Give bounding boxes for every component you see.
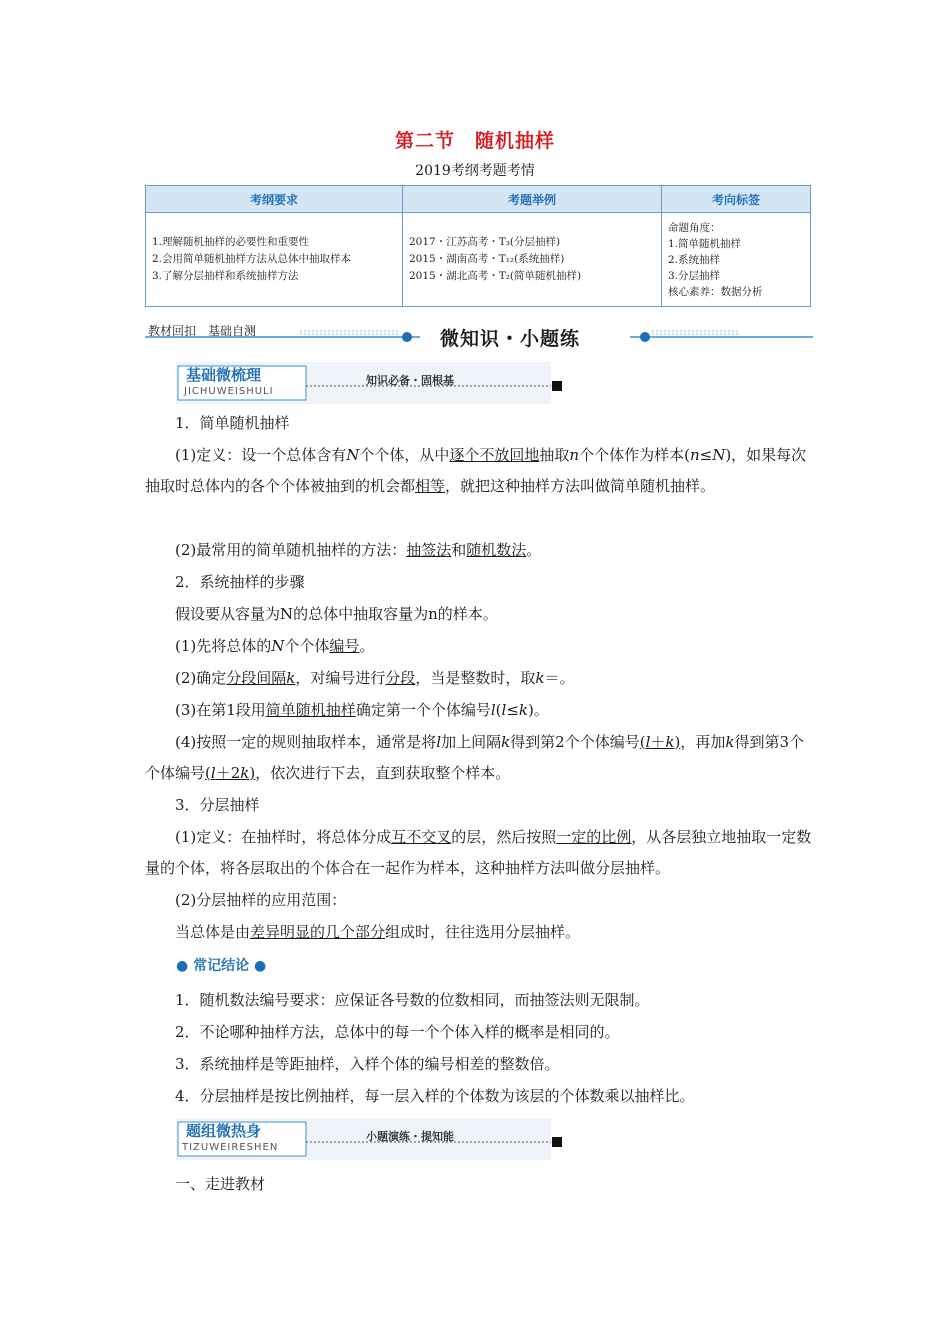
section-heading: 微知识・小题练	[440, 328, 581, 350]
table-cell-tags	[662, 213, 811, 307]
paragraph: (2)最常用的简单随机抽样的方法：抽签法和随机数法。	[175, 541, 542, 559]
banner-title: 基础微梳理	[186, 366, 262, 384]
banner-basics	[176, 362, 566, 404]
list-item: 3.分层抽样	[668, 269, 721, 282]
list-item: 命题角度：	[668, 221, 721, 234]
banner-warmup	[176, 1118, 566, 1160]
page-title: 第二节 随机抽样	[394, 130, 555, 152]
list-item: 1.理解随机抽样的必要性和重要性	[152, 236, 310, 248]
list-item: 2017・江苏高考・T₃(分层抽样)	[409, 236, 561, 248]
paragraph: 当总体是由差异明显的几个部分组成时，往往选用分层抽样。	[175, 923, 581, 941]
list-item: 核心素养：数据分析	[668, 285, 763, 298]
syllabus-table	[145, 185, 811, 307]
list-item: 2.会用简单随机抽样方法从总体中抽取样本	[152, 253, 352, 265]
paragraph: 假设要从容量为N的总体中抽取容量为n的样本。	[175, 605, 498, 623]
banner-tag: 知识必备・固根基	[366, 374, 454, 387]
section-final-heading: 一、走进教材	[175, 1175, 266, 1193]
list-item: 2.系统抽样	[668, 253, 721, 266]
paragraph: (2)确定分段间隔k，对编号进行分段，当是整数时，取k＝。	[175, 669, 575, 687]
paragraph: (1)定义：设一个总体含有N个个体，从中逐个不放回地抽取n个个体作为样本(n≤N)，如果每次抽取时总体内的各个个体被抽到的机会都相等，就把这种抽样方法叫做简单随机抽样。	[145, 446, 807, 495]
table-cell-examples	[403, 213, 662, 307]
list-item: 2015・湖北高考・T₂(简单随机抽样)	[409, 270, 582, 282]
paragraph: (1)先将总体的N个个体编号。	[175, 637, 375, 655]
list-item: 3．系统抽样是等距抽样，入样个体的编号相差的整数倍。	[175, 1055, 560, 1073]
banner-pinyin: JICHUWEISHULI	[184, 386, 274, 397]
page-subtitle: 2019考纲考题考情	[415, 163, 535, 179]
banner-tag: 小题演练・提知能	[366, 1130, 454, 1143]
list-item: 2．不论哪种抽样方法，总体中的每一个个体入样的概率是相同的。	[175, 1023, 620, 1041]
list-item: 1.简单随机抽样	[668, 237, 742, 250]
paragraph: (3)在第1段用简单随机抽样确定第一个个体编号l(l≤k)。	[175, 701, 549, 719]
heading-systematic: 2．系统抽样的步骤	[175, 573, 305, 591]
list-item: 3.了解分层抽样和系统抽样方法	[152, 270, 299, 282]
paragraph: (1)定义：在抽样时，将总体分成互不交叉的层，然后按照一定的比例，从各层独立地抽取一定数量的个体，将各层取出的个体合在一起作为样本，这种抽样方法叫做分层抽样。	[145, 828, 812, 877]
paragraph: (2)分层抽样的应用范围：	[175, 891, 347, 909]
list-item: 4．分层抽样是按比例抽样，每一层入样的个体数为该层的个体数乘以抽样比。	[175, 1087, 695, 1105]
list-item: 1．随机数法编号要求：应保证各号数的位数相同，而抽签法则无限制。	[175, 991, 650, 1009]
table-cell-requirements	[146, 213, 403, 307]
heading-simple-random: 1．简单随机抽样	[175, 414, 290, 432]
list-item: 2015・湖南高考・T₁₂(系统抽样)	[409, 253, 565, 265]
heading-stratified: 3．分层抽样	[175, 796, 260, 814]
table-header-tags: 考向标签	[662, 186, 811, 213]
table-header-examples: 考题举例	[403, 186, 662, 213]
section-label: 教材回扣 基础自测	[148, 324, 257, 338]
banner-pinyin: TIZUWEIRESHEN	[182, 1142, 279, 1153]
conclusions-heading: ● 常记结论 ●	[176, 958, 267, 974]
paragraph: (4)按照一定的规则抽取样本，通常是将l加上间隔k得到第2个个体编号(l＋k)，再加k得到第3个个体编号(l＋2k)，依次进行下去，直到获取整个样本。	[145, 733, 805, 782]
table-header-requirements: 考纲要求	[146, 186, 403, 213]
banner-title: 题组微热身	[186, 1122, 262, 1140]
